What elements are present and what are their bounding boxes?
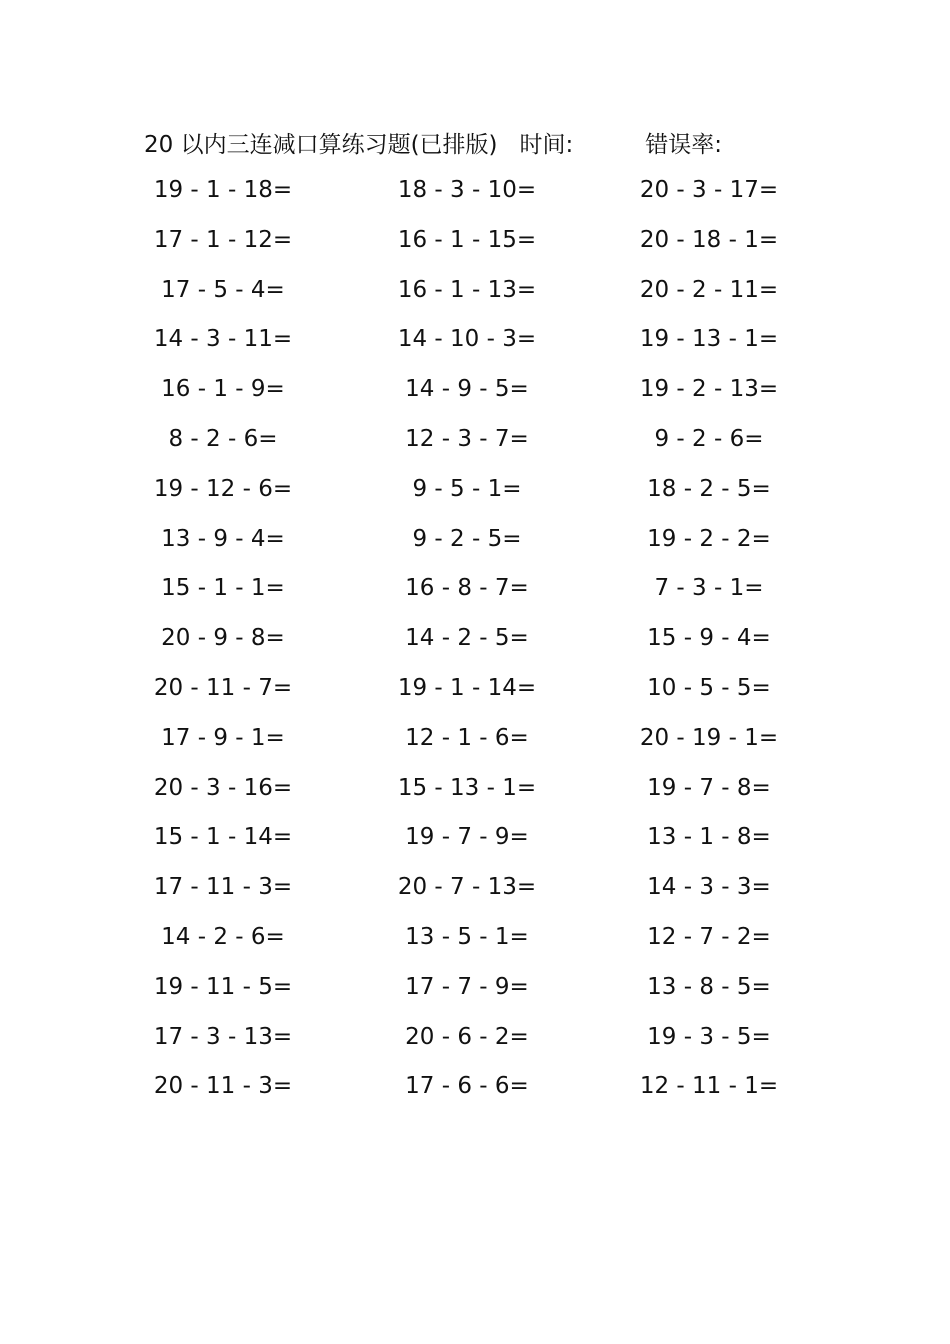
problem-item: 14 - 2 - 5=	[405, 625, 529, 652]
problem-row	[0, 863, 950, 913]
problem-row	[0, 166, 950, 216]
worksheet-header	[144, 124, 722, 160]
problem-item: 15 - 13 - 1=	[397, 774, 537, 801]
problem-row	[0, 1062, 950, 1112]
problem-item: 19 - 7 - 8=	[647, 774, 771, 801]
problem-item: 17 - 9 - 1=	[161, 724, 285, 751]
problem-item: 15 - 1 - 14=	[153, 824, 293, 851]
problem-item: 20 - 9 - 8=	[161, 625, 285, 652]
problem-item: 16 - 1 - 9=	[161, 376, 285, 403]
problem-row	[0, 1013, 950, 1063]
problem-item: 17 - 5 - 4=	[161, 276, 285, 303]
problem-item: 15 - 9 - 4=	[647, 625, 771, 652]
problem-item: 20 - 3 - 17=	[639, 177, 779, 203]
problem-item: 20 - 6 - 2=	[405, 1023, 529, 1050]
problem-item: 14 - 9 - 5=	[405, 376, 529, 403]
problem-item: 20 - 11 - 7=	[153, 674, 293, 701]
problem-item: 19 - 1 - 14=	[397, 674, 537, 701]
problem-item: 13 - 9 - 4=	[161, 525, 285, 552]
problem-item: 17 - 7 - 9=	[405, 973, 529, 1000]
worksheet-title: 20 以内三连减口算练习题(已排版)	[144, 131, 498, 158]
problem-row	[0, 813, 950, 863]
problem-item: 17 - 1 - 12=	[153, 226, 293, 253]
problem-item: 19 - 11 - 5=	[153, 973, 293, 1000]
problem-item: 18 - 3 - 10=	[397, 177, 537, 203]
problem-item: 15 - 1 - 1=	[161, 575, 285, 602]
problem-row	[0, 216, 950, 266]
time-label: 时间:	[519, 131, 574, 158]
problem-item: 12 - 7 - 2=	[647, 923, 771, 950]
problem-row	[0, 465, 950, 515]
error-rate-label: 错误率:	[645, 131, 723, 158]
problem-grid	[0, 166, 950, 1112]
problem-item: 19 - 1 - 18=	[153, 177, 293, 203]
problem-item: 19 - 7 - 9=	[405, 824, 529, 851]
problem-item: 12 - 1 - 6=	[405, 724, 529, 751]
problem-item: 7 - 3 - 1=	[654, 575, 764, 602]
problem-item: 19 - 2 - 2=	[647, 525, 771, 552]
problem-item: 9 - 2 - 5=	[412, 525, 522, 552]
problem-item: 14 - 3 - 3=	[647, 874, 771, 901]
problem-item: 20 - 2 - 11=	[639, 276, 779, 303]
problem-item: 10 - 5 - 5=	[647, 674, 771, 701]
problem-row	[0, 515, 950, 565]
problem-item: 13 - 8 - 5=	[647, 973, 771, 1000]
problem-row	[0, 764, 950, 814]
problem-item: 19 - 3 - 5=	[647, 1023, 771, 1050]
problem-item: 18 - 2 - 5=	[647, 475, 771, 502]
problem-item: 12 - 3 - 7=	[405, 425, 529, 452]
problem-item: 13 - 5 - 1=	[405, 923, 529, 950]
problem-item: 19 - 12 - 6=	[153, 475, 293, 502]
problem-item: 20 - 18 - 1=	[639, 226, 779, 253]
problem-item: 16 - 1 - 13=	[397, 276, 537, 303]
problem-row	[0, 365, 950, 415]
problem-item: 17 - 6 - 6=	[405, 1073, 529, 1100]
problem-row	[0, 614, 950, 664]
problem-item: 9 - 2 - 6=	[654, 425, 764, 452]
problem-item: 17 - 11 - 3=	[153, 874, 293, 901]
problem-item: 9 - 5 - 1=	[412, 475, 522, 502]
problem-item: 20 - 7 - 13=	[397, 874, 537, 901]
problem-row	[0, 664, 950, 714]
problem-item: 20 - 19 - 1=	[639, 724, 779, 751]
problem-item: 20 - 3 - 16=	[153, 774, 293, 801]
problem-item: 14 - 10 - 3=	[397, 326, 537, 353]
problem-row	[0, 315, 950, 365]
problem-row	[0, 714, 950, 764]
problem-item: 12 - 11 - 1=	[639, 1073, 779, 1100]
problem-item: 16 - 1 - 15=	[397, 226, 537, 253]
problem-item: 13 - 1 - 8=	[647, 824, 771, 851]
problem-item: 8 - 2 - 6=	[168, 425, 278, 452]
problem-row	[0, 564, 950, 614]
problem-item: 19 - 13 - 1=	[639, 326, 779, 353]
problem-item: 17 - 3 - 13=	[153, 1023, 293, 1050]
problem-item: 14 - 2 - 6=	[161, 923, 285, 950]
problem-item: 16 - 8 - 7=	[405, 575, 529, 602]
problem-row	[0, 913, 950, 963]
problem-row	[0, 963, 950, 1013]
problem-item: 19 - 2 - 13=	[639, 376, 779, 403]
problem-row	[0, 415, 950, 465]
problem-row	[0, 266, 950, 316]
problem-item: 20 - 11 - 3=	[153, 1073, 293, 1100]
problem-item: 14 - 3 - 11=	[153, 326, 293, 353]
